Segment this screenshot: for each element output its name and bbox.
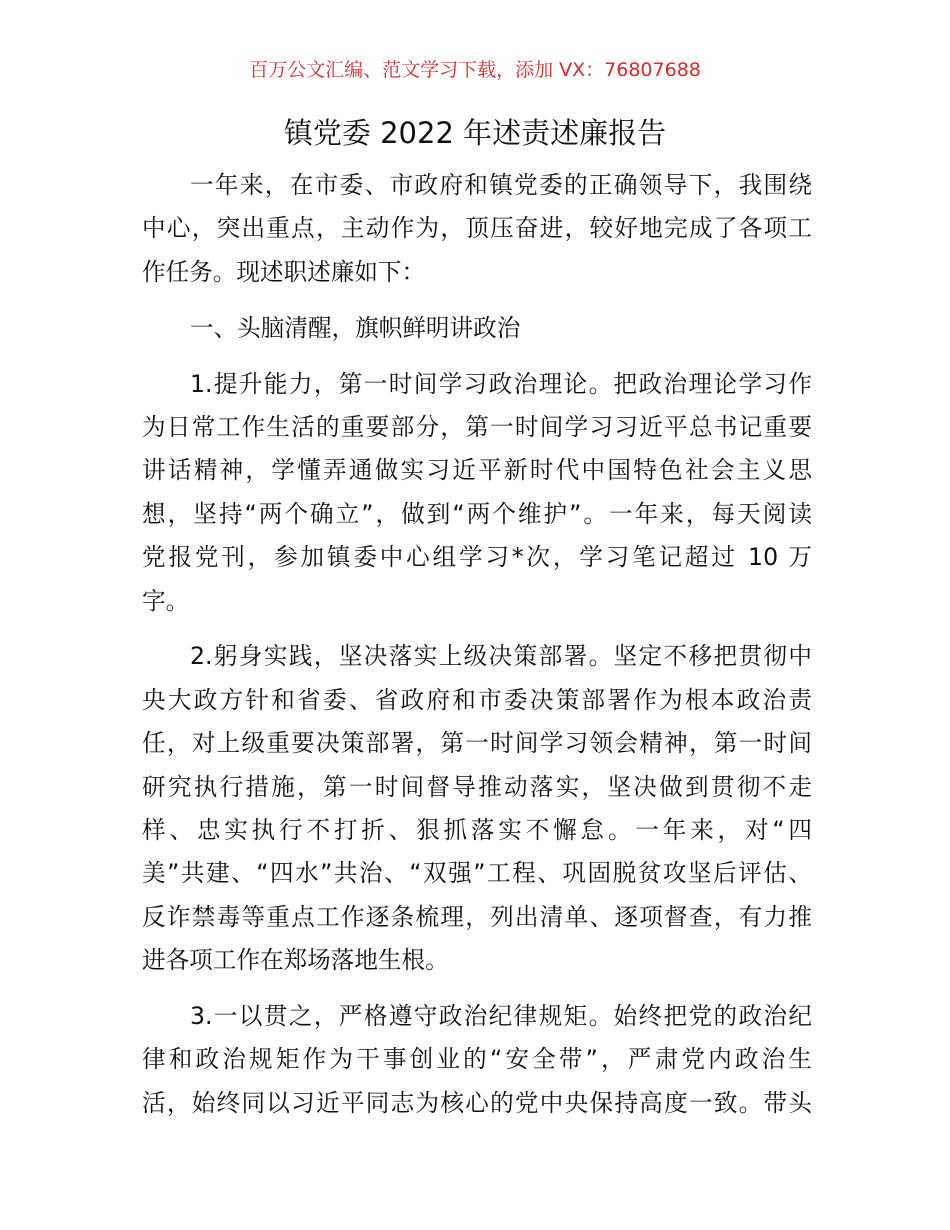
text-line: 美”共建、“四水”共治、“双强”工程、巩固脱贫攻坚后评估、: [142, 859, 812, 888]
document-body: [142, 164, 812, 1138]
document-title: 镇党委 2022 年述责述廉报告: [283, 116, 667, 150]
paragraph-1: [142, 363, 812, 623]
text-line: 一年来，在市委、市政府和镇党委的正确领导下，我围绕: [190, 171, 812, 199]
intro-paragraph: [142, 164, 812, 294]
text-line: 讲话精神，学懂弄通做实习近平新时代中国特色社会主义思: [142, 456, 812, 485]
text-line: 任，对上级重要决策部署，第一时间学习领会精神，第一时间: [142, 729, 812, 758]
paragraph-2: [142, 635, 812, 982]
paragraph-3: [142, 995, 812, 1125]
text-line: 作任务。现述职述廉如下：: [142, 257, 426, 286]
text-line: 研究执行措施，第一时间督导推动落实，坚决做到贯彻不走: [142, 772, 812, 801]
text-line: 反诈禁毒等重点工作逐条梳理，列出清单、逐项督查，有力推: [142, 902, 812, 931]
text-line: 想，坚持“两个确立”，做到“两个维护”。一年来，每天阅读: [142, 499, 812, 528]
text-line: 2.躬身实践，坚决落实上级决策部署。坚定不移把贯彻中: [190, 642, 812, 671]
text-line: 3.一以贯之，严格遵守政治纪律规矩。始终把党的政治纪: [190, 1002, 812, 1031]
text-line: 党报党刊，参加镇委中心组学习*次，学习笔记超过 10 万: [142, 543, 812, 572]
text-line: 央大政方针和省委、省政府和市委决策部署作为根本政治责: [142, 685, 812, 714]
text-line: 律和政治规矩作为干事创业的“安全带”，严肃党内政治生: [142, 1045, 812, 1074]
text-line: 活，始终同以习近平同志为核心的党中央保持高度一致。带头: [142, 1088, 812, 1117]
text-line: 为日常工作生活的重要部分，第一时间学习习近平总书记重要: [142, 412, 812, 441]
text-line: 1.提升能力，第一时间学习政治理论。把政治理论学习作: [190, 369, 812, 398]
section-heading: [142, 307, 812, 350]
text-line: 进各项工作在郑场落地生根。: [142, 946, 449, 975]
text-line: 样、忠实执行不打折、狠抓落实不懈怠。一年来，对“四: [142, 815, 812, 844]
watermark-banner: 百万公文汇编、范文学习下载，添加 VX：76807688: [249, 59, 701, 81]
text-line: 字。: [142, 586, 190, 615]
text-line: 一、头脑清醒，旗帜鲜明讲政治: [190, 313, 521, 342]
text-line: 中心，突出重点，主动作为，顶压奋进，较好地完成了各项工: [142, 214, 812, 243]
